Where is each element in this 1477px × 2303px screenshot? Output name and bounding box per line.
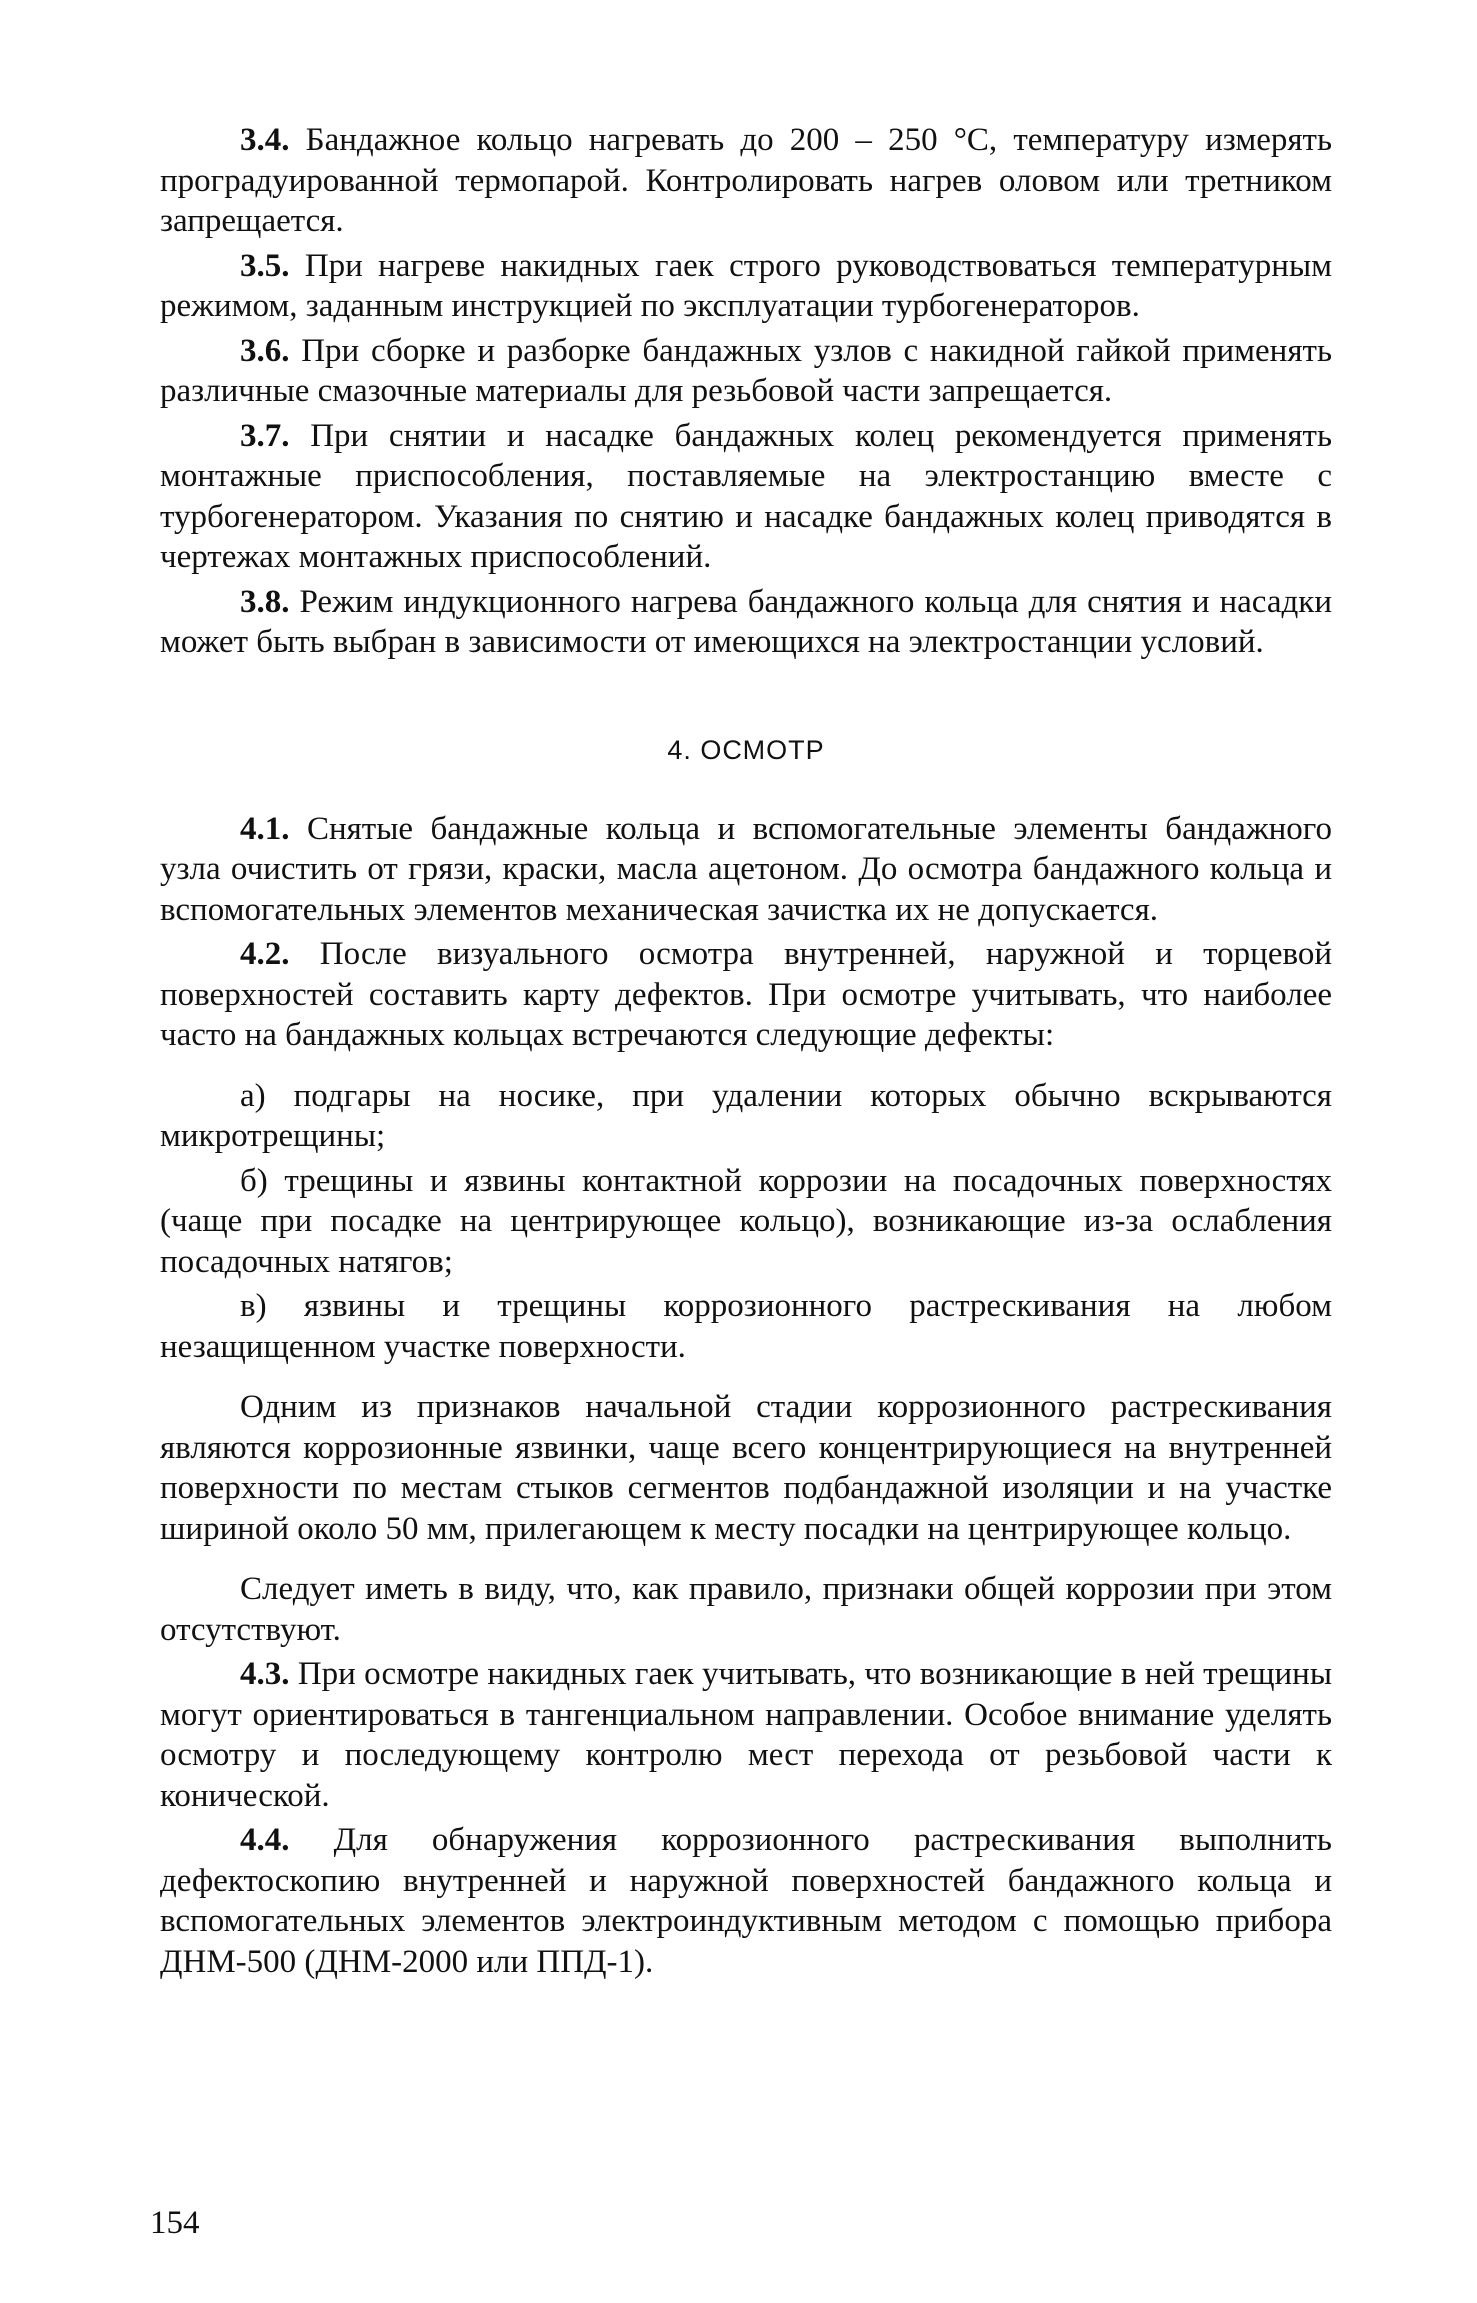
paragraph-3-8 [160, 582, 1332, 663]
note-paragraph: Следует иметь в виду, что, как правило, признаки общей коррозии при этом отсутствуют. [160, 1571, 1332, 1648]
paragraph-number: 4.4. [240, 1822, 290, 1858]
paragraph-number: 3.8. [240, 583, 290, 620]
defect-item-a: а) подгары на носике, при удалении которых обычно вскрываются микротрещины; [160, 1077, 1332, 1154]
paragraph-text: При сборке и разборке бандажных узлов с накидной гайкой применять различные смазочные материалы для резьбовой части запрещается. [160, 332, 1332, 409]
page-number: 154 [150, 2205, 200, 2241]
paragraph-number: 3.5. [240, 247, 290, 284]
note-paragraph: Одним из признаков начальной стадии коррозионного растрескивания являются коррозионные язвинки, чаще всего концентрирующиеся на внутренней поверхности по местам стыков сегментов подбандажной изоляции и на участке шириной около 50 мм, прилегающем к месту посадки на центрирующее кольцо. [160, 1389, 1332, 1547]
paragraph-3-4 [160, 120, 1332, 242]
paragraph-3-7 [160, 416, 1332, 578]
paragraph-number: 3.7. [240, 417, 290, 454]
section-heading: 4. ОСМОТР [667, 734, 825, 765]
paragraph-text: Бандажное кольцо нагревать до 200 – 250 °С, температуру измерять проградуированной термопарой. Контролировать нагрев оловом или третником запрещается. [160, 122, 1332, 239]
defect-item-c: в) язвины и трещины коррозионного растрескивания на любом незащищенном участке поверхности. [160, 1288, 1332, 1365]
paragraph-3-6 [160, 331, 1332, 412]
paragraph-text: Снятые бандажные кольца и вспомогательные элементы бандажного узла очистить от грязи, краски, масла ацетоном. До осмотра бандажного кольца и вспомогательных элементов механическая зачистка их не допускается. [160, 810, 1332, 928]
paragraph-4-1 [160, 809, 1332, 931]
defect-item-b: б) трещины и язвины контактной коррозии на посадочных поверхностях (чаще при посадке на центрирующее кольцо), возникающие из-за ослабления посадочных натягов; [160, 1162, 1332, 1280]
document-page [160, 120, 1332, 1982]
paragraph-number: 3.6. [240, 332, 290, 369]
paragraph-4-2 [160, 934, 1332, 1056]
paragraph-text: При осмотре накидных гаек учитывать, что возникающие в ней трещины могут ориентироваться в тангенциальном направлении. Особое внимание уделять осмотру и последующему контролю мест перехода от резьбовой части к конической. [160, 1656, 1332, 1814]
paragraph-3-5 [160, 246, 1332, 327]
paragraph-number: 3.4. [240, 122, 290, 158]
paragraph-text: Режим индукционного нагрева бандажного кольца для снятия и насадки может быть выбран в зависимости от имеющихся на электростанции условий. [160, 583, 1332, 660]
paragraph-4-4 [160, 1820, 1332, 1982]
paragraph-number: 4.3. [240, 1656, 290, 1692]
paragraph-4-3 [160, 1654, 1332, 1816]
paragraph-text: При снятии и насадке бандажных колец рекомендуется применять монтажные приспособления, поставляемые на электростанцию вместе с турбогенератором. Указания по снятию и насадке бандажных колец приводятся в чертежах монтажных приспособлений. [160, 417, 1332, 575]
paragraph-number: 4.1. [240, 810, 290, 847]
paragraph-number: 4.2. [240, 936, 290, 972]
paragraph-text: При нагреве накидных гаек строго руководствоваться температурным режимом, заданным инструкцией по эксплуатации турбогенераторов. [160, 247, 1332, 324]
paragraph-text: После визуального осмотра внутренней, наружной и торцевой поверхностей составить карту дефектов. При осмотре учитывать, что наиболее часто на бандажных кольцах встречаются следующие дефекты: [160, 936, 1332, 1053]
paragraph-text: Для обнаружения коррозионного растрескивания выполнить дефектоскопию внутренней и наружной поверхностей бандажного кольца и вспомогательных элементов электроиндуктивным методом с помощью прибора ДНМ-500 (ДНМ-2000 или ППД-1). [160, 1822, 1332, 1980]
